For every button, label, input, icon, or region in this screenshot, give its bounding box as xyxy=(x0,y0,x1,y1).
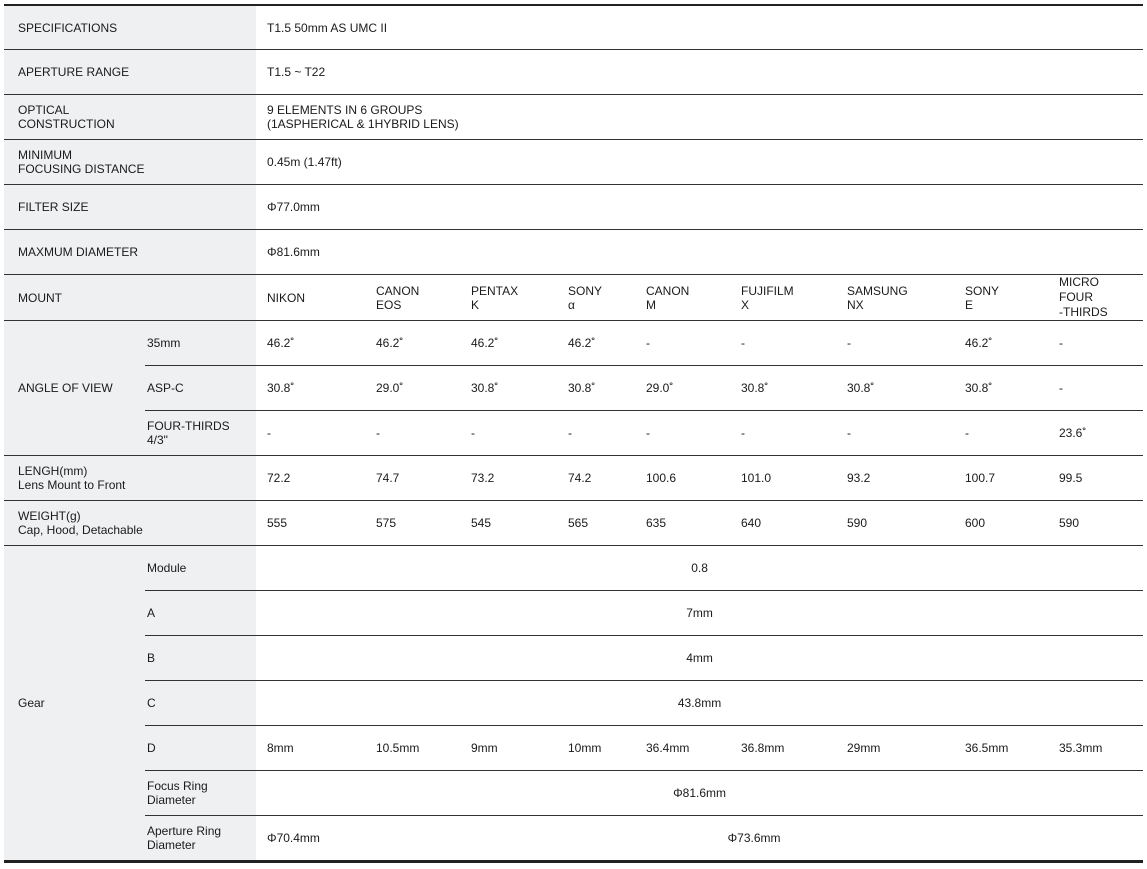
sub-label: FOUR-THIRDS 4/3" xyxy=(145,411,256,456)
cell: 100.7 xyxy=(954,456,1048,501)
cell: 30.8˚ xyxy=(460,366,557,411)
table-row xyxy=(4,95,1143,140)
mount-header-sony-a: SONY α xyxy=(557,275,635,321)
gear-b-value: 4mm xyxy=(256,636,1143,681)
cell: 99.5 xyxy=(1048,456,1143,501)
cell: 73.2 xyxy=(460,456,557,501)
cell: - xyxy=(635,411,730,456)
cell: - xyxy=(836,321,954,366)
sub-label: Module xyxy=(145,546,256,591)
cell: 36.8mm xyxy=(730,726,836,771)
cell: 101.0 xyxy=(730,456,836,501)
cell: 600 xyxy=(954,501,1048,546)
mount-header-fujifilm-x: FUJIFILM X xyxy=(730,275,836,321)
cell: 74.7 xyxy=(365,456,460,501)
table-row xyxy=(4,5,1143,50)
cell: - xyxy=(557,411,635,456)
cell: - xyxy=(1048,366,1143,411)
sub-label: B xyxy=(145,636,256,681)
spec-table-container xyxy=(4,4,1143,863)
cell: 555 xyxy=(256,501,365,546)
cell: 36.4mm xyxy=(635,726,730,771)
aperture-ring-other-value: Φ73.6mm xyxy=(365,816,1143,862)
gear-a-value: 7mm xyxy=(256,591,1143,636)
cell: 30.8˚ xyxy=(557,366,635,411)
spec-value: 9 ELEMENTS IN 6 GROUPS (1ASPHERICAL & 1HYBRID LENS) xyxy=(256,95,1143,140)
mount-header-sony-e: SONY E xyxy=(954,275,1048,321)
cell: 46.2˚ xyxy=(460,321,557,366)
spec-label: MAXMUM DIAMETER xyxy=(4,230,256,275)
table-row xyxy=(4,411,1143,456)
spec-value: 0.45m (1.47ft) xyxy=(256,140,1143,185)
cell: - xyxy=(256,411,365,456)
spec-label: MINIMUM FOCUSING DISTANCE xyxy=(4,140,256,185)
cell: 36.5mm xyxy=(954,726,1048,771)
cell: 29.0˚ xyxy=(635,366,730,411)
aperture-ring-nikon-value: Φ70.4mm xyxy=(256,816,365,862)
sub-label: Focus Ring Diameter xyxy=(145,771,256,816)
spec-label: APERTURE RANGE xyxy=(4,50,256,95)
spec-value: Φ81.6mm xyxy=(256,230,1143,275)
cell: 23.6˚ xyxy=(1048,411,1143,456)
gear-label: Gear xyxy=(4,546,145,862)
length-label: LENGH(mm) Lens Mount to Front xyxy=(4,456,256,501)
lens-spec-table xyxy=(4,4,1143,863)
cell: 72.2 xyxy=(256,456,365,501)
sub-label: C xyxy=(145,681,256,726)
cell: 590 xyxy=(1048,501,1143,546)
mount-header-samsung-nx: SAMSUNG NX xyxy=(836,275,954,321)
table-row xyxy=(4,816,1143,862)
cell: 10mm xyxy=(557,726,635,771)
cell: 545 xyxy=(460,501,557,546)
mount-header-canon-m: CANON M xyxy=(635,275,730,321)
table-row xyxy=(4,230,1143,275)
sub-label: ASP-C xyxy=(145,366,256,411)
cell: 46.2˚ xyxy=(365,321,460,366)
table-row xyxy=(4,591,1143,636)
cell: 30.8˚ xyxy=(836,366,954,411)
sub-label: 35mm xyxy=(145,321,256,366)
table-row xyxy=(4,636,1143,681)
gear-c-value: 43.8mm xyxy=(256,681,1143,726)
angle-of-view-label: ANGLE OF VIEW xyxy=(4,321,145,456)
table-row xyxy=(4,726,1143,771)
cell: 46.2˚ xyxy=(256,321,365,366)
mount-label: MOUNT xyxy=(4,275,256,321)
table-row xyxy=(4,140,1143,185)
spec-label: FILTER SIZE xyxy=(4,185,256,230)
table-row xyxy=(4,185,1143,230)
table-row xyxy=(4,546,1143,591)
sub-label: A xyxy=(145,591,256,636)
cell: 635 xyxy=(635,501,730,546)
spec-label: OPTICAL CONSTRUCTION xyxy=(4,95,256,140)
cell: 35.3mm xyxy=(1048,726,1143,771)
table-row xyxy=(4,456,1143,501)
cell: 640 xyxy=(730,501,836,546)
cell: 9mm xyxy=(460,726,557,771)
spec-value: T1.5 50mm AS UMC II xyxy=(256,5,1143,50)
cell: 30.8˚ xyxy=(954,366,1048,411)
sub-label: Aperture Ring Diameter xyxy=(145,816,256,862)
cell: 8mm xyxy=(256,726,365,771)
spec-value: T1.5 ~ T22 xyxy=(256,50,1143,95)
cell: 29mm xyxy=(836,726,954,771)
cell: - xyxy=(460,411,557,456)
spec-value: Φ77.0mm xyxy=(256,185,1143,230)
cell: - xyxy=(1048,321,1143,366)
cell: 30.8˚ xyxy=(256,366,365,411)
table-row xyxy=(4,501,1143,546)
cell: - xyxy=(365,411,460,456)
table-row xyxy=(4,50,1143,95)
mount-header-micro-four-thirds: MICRO FOUR -THIRDS xyxy=(1048,275,1143,321)
mount-header-row xyxy=(4,275,1143,321)
cell: 29.0˚ xyxy=(365,366,460,411)
cell: 575 xyxy=(365,501,460,546)
spec-label: SPECIFICATIONS xyxy=(4,5,256,50)
cell: - xyxy=(635,321,730,366)
cell: - xyxy=(954,411,1048,456)
cell: 590 xyxy=(836,501,954,546)
cell: 93.2 xyxy=(836,456,954,501)
table-row xyxy=(4,771,1143,816)
cell: - xyxy=(730,411,836,456)
sub-label: D xyxy=(145,726,256,771)
mount-header-nikon: NIKON xyxy=(256,275,365,321)
focus-ring-value: Φ81.6mm xyxy=(256,771,1143,816)
cell: 565 xyxy=(557,501,635,546)
weight-label: WEIGHT(g) Cap, Hood, Detachable xyxy=(4,501,256,546)
cell: 46.2˚ xyxy=(954,321,1048,366)
mount-header-pentax-k: PENTAX K xyxy=(460,275,557,321)
cell: 100.6 xyxy=(635,456,730,501)
cell: 74.2 xyxy=(557,456,635,501)
cell: - xyxy=(730,321,836,366)
mount-header-canon-eos: CANON EOS xyxy=(365,275,460,321)
cell: 46.2˚ xyxy=(557,321,635,366)
gear-module-value: 0.8 xyxy=(256,546,1143,591)
table-row xyxy=(4,366,1143,411)
cell: 30.8˚ xyxy=(730,366,836,411)
table-row xyxy=(4,681,1143,726)
cell: - xyxy=(836,411,954,456)
cell: 10.5mm xyxy=(365,726,460,771)
table-row xyxy=(4,321,1143,366)
